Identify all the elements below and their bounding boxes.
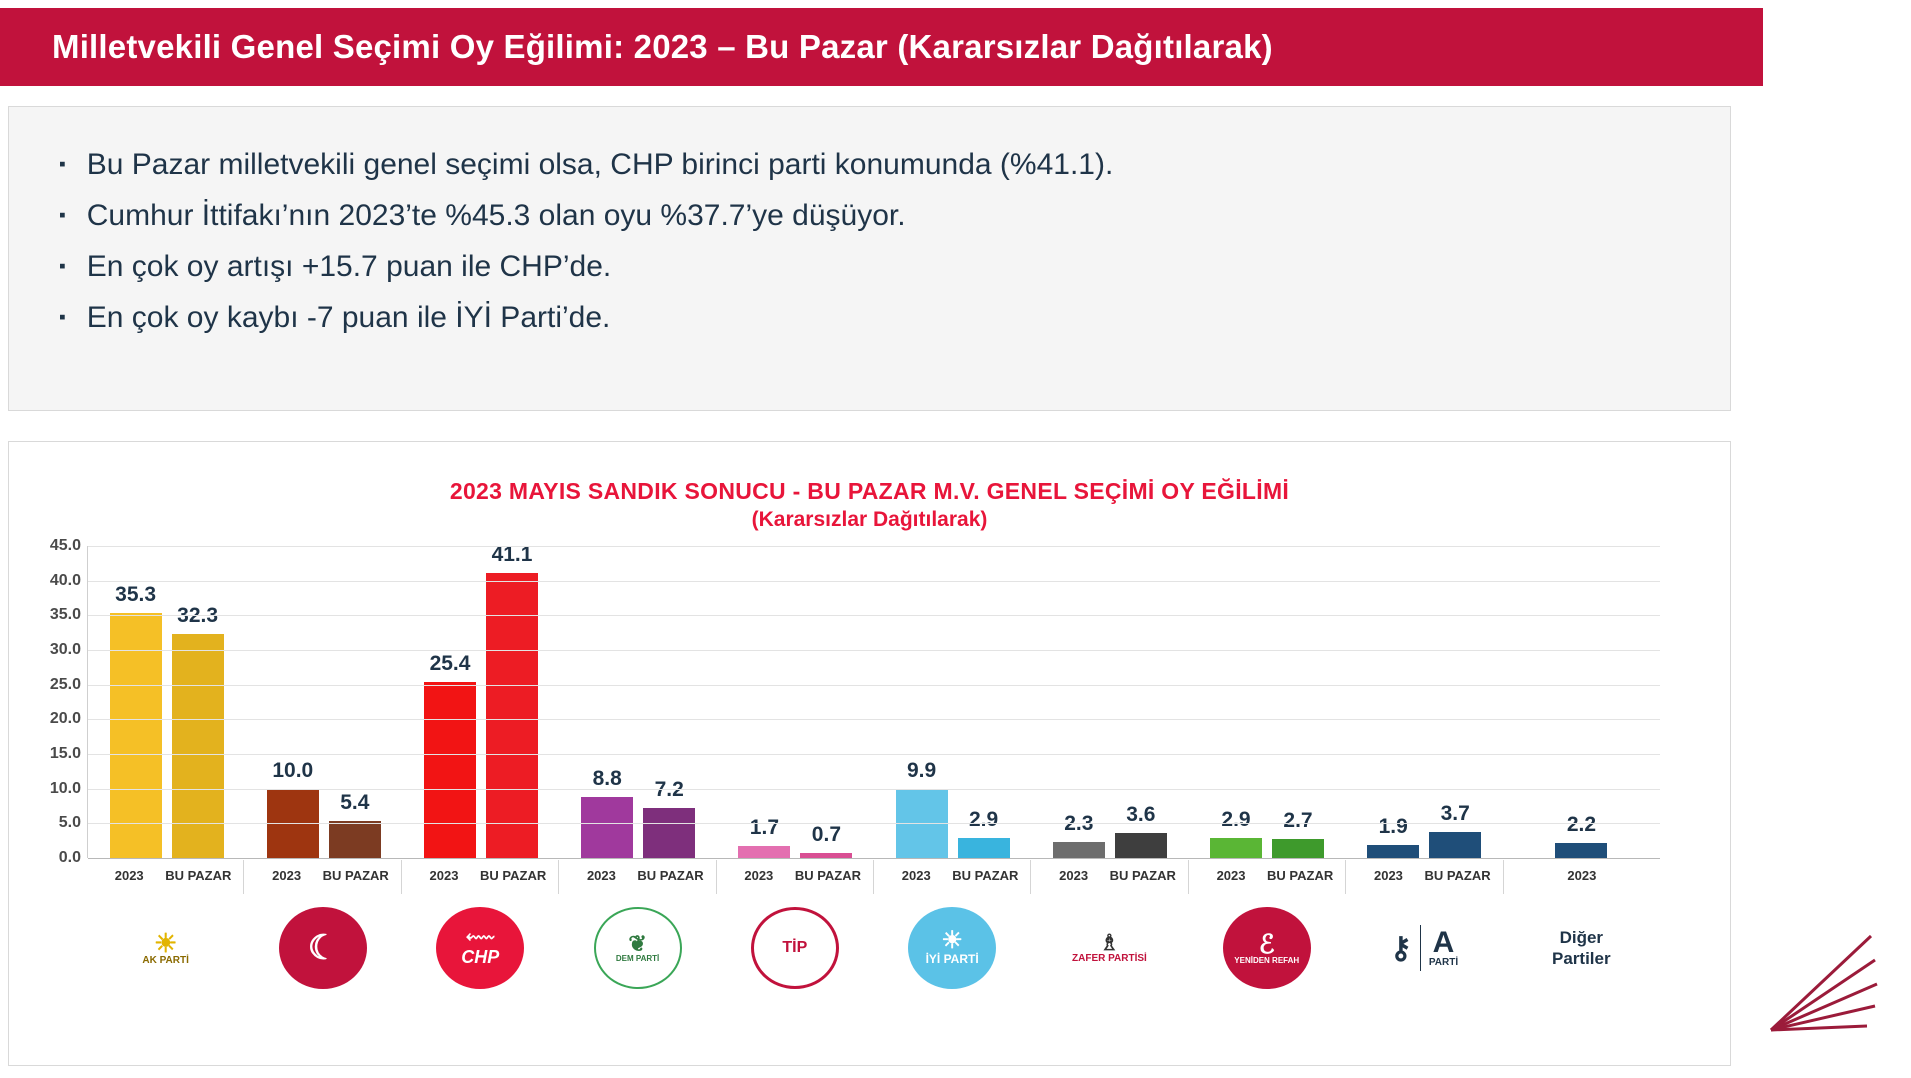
- logo-cell: [559, 898, 716, 998]
- x-axis-label: 2023: [1216, 868, 1246, 883]
- grid-line: [88, 650, 1660, 651]
- bar[interactable]: [1053, 842, 1105, 858]
- y-axis-tick: 15.0: [49, 745, 81, 762]
- x-axis-label: BU PAZAR: [794, 868, 862, 883]
- bar-value-label: 41.1: [491, 543, 533, 567]
- bar-value-label: 9.9: [907, 759, 937, 783]
- akparti-logo: ☀ AK PARTİ: [122, 907, 210, 989]
- logo-cell: [716, 898, 873, 998]
- dem-parti-logo: ❦ DEM PARTİ: [594, 907, 682, 989]
- x-axis-group: [87, 860, 244, 894]
- list-item: [49, 196, 1690, 236]
- bullet-text: En çok oy artışı +15.7 puan ile CHP’de.: [86, 250, 612, 283]
- bar-value-label: 1.7: [749, 816, 780, 840]
- page-title: Milletvekili Genel Seçimi Oy Eğilimi: 2023 – Bu Pazar (Kararsızlar Dağıtılarak): [52, 28, 1273, 65]
- x-axis-label: 2023: [1059, 868, 1089, 883]
- x-axis-label: BU PAZAR: [322, 868, 389, 883]
- grid-line: [88, 581, 1660, 582]
- x-axis-group: [244, 860, 401, 894]
- bar-value-label: 7.2: [654, 778, 684, 802]
- chart-panel: [8, 441, 1731, 1066]
- y-axis-tick: 20.0: [49, 710, 81, 728]
- summary-box: [8, 106, 1731, 411]
- x-axis-label: BU PAZAR: [1109, 868, 1176, 883]
- bar[interactable]: [1367, 845, 1419, 858]
- bar[interactable]: [1115, 833, 1167, 858]
- x-axis: [87, 860, 1660, 894]
- y-axis-tick: 25.0: [49, 675, 81, 693]
- bar-holder: [110, 546, 162, 858]
- bar-holder: [643, 546, 695, 858]
- bar-value-label: 5.4: [340, 790, 370, 814]
- y-axis-tick: 45.0: [49, 537, 81, 554]
- x-axis-label: 2023: [429, 868, 459, 883]
- bar-value-label: 35.3: [115, 583, 157, 607]
- bullet-text: En çok oy kaybı -7 puan ile İYİ Parti’de.: [86, 301, 611, 334]
- bar-value-label: 2.3: [1064, 812, 1094, 836]
- grid-line: [88, 719, 1660, 720]
- x-axis-label: 2023: [1567, 868, 1597, 883]
- logo-cell: [87, 898, 244, 998]
- bar-group-ti̇p: [717, 546, 874, 858]
- iyi-parti-logo: ☀ İYİ PARTİ: [908, 907, 996, 989]
- x-axis-group: [1031, 860, 1188, 894]
- bullet-text: Bu Pazar milletvekili genel seçimi olsa, CHP birinci parti konumunda (%41.1).: [86, 148, 1114, 181]
- bar[interactable]: [643, 808, 695, 858]
- bar-value-label: 10.0: [272, 758, 314, 782]
- x-axis-group: [1346, 860, 1503, 894]
- bullet-text: Cumhur İttifakı’nın 2023’te %45.3 olan oyu %37.7’ye düşüyor.: [86, 199, 906, 232]
- x-axis-group: [559, 860, 716, 894]
- bar-holder: [1429, 546, 1481, 858]
- bar-value-label: 32.3: [177, 604, 219, 628]
- bar-holder: [800, 546, 852, 858]
- bullet-marker-icon: ▪: [59, 154, 66, 175]
- plot-area: [9, 537, 1730, 968]
- y-axis-tick: 40.0: [49, 571, 81, 589]
- chart-title: 2023 MAYIS SANDIK SONUCU - BU PAZAR M.V. GENEL SEÇİMİ OY EĞİLİMİ: [449, 478, 1290, 504]
- bar-value-label: 3.6: [1126, 803, 1156, 827]
- x-axis-group: [1504, 860, 1660, 894]
- grid-line: [88, 546, 1660, 547]
- bar-group-a-parti̇: [1346, 546, 1503, 858]
- bar[interactable]: [738, 846, 790, 858]
- bar-group-yeni̇den-refah: [1188, 546, 1345, 858]
- bar-value-label: 2.7: [1283, 809, 1313, 833]
- x-axis-label: 2023: [114, 868, 144, 883]
- bar-value-label: 8.8: [592, 767, 622, 790]
- bar-value-label: 0.7: [811, 823, 842, 847]
- bar-holder: [581, 546, 633, 858]
- bar-holder: [172, 546, 224, 858]
- bar-value-label: 2.9: [1221, 807, 1251, 831]
- bar-group-dem-parti̇: [560, 546, 717, 858]
- x-axis-group: [1189, 860, 1346, 894]
- bar[interactable]: [1210, 838, 1262, 858]
- bar-holder: [267, 546, 319, 858]
- grid-line: [88, 789, 1660, 790]
- y-axis-tick: 0.0: [58, 849, 81, 866]
- party-logo-row: [87, 898, 1660, 998]
- x-axis-label: BU PAZAR: [952, 868, 1019, 883]
- decorative-fan-icon: [1763, 930, 1883, 1040]
- logo-cell: [402, 898, 559, 998]
- bar-holder: [1367, 546, 1419, 858]
- x-axis-label: BU PAZAR: [1424, 868, 1491, 883]
- bar-value-label: 25.4: [429, 651, 471, 675]
- grid-line: [88, 754, 1660, 755]
- chp-logo: ⬳ CHP: [436, 907, 524, 989]
- bar[interactable]: [424, 682, 476, 858]
- yeniden-refah-logo: ℰ YENİDEN REFAH: [1223, 907, 1311, 989]
- y-axis-tick: 5.0: [58, 814, 81, 832]
- bar-holder: [1272, 546, 1324, 858]
- x-axis-label: 2023: [586, 868, 616, 883]
- chart-subtitle: (Kararsızlar Dağıtılarak): [751, 508, 988, 531]
- x-axis-label: BU PAZAR: [637, 868, 704, 883]
- bullet-marker-icon: ▪: [59, 256, 66, 277]
- x-axis-label: BU PAZAR: [165, 868, 232, 883]
- bar-holder: [896, 546, 948, 858]
- bar[interactable]: [329, 821, 381, 858]
- list-item: [49, 145, 1690, 185]
- x-axis-group: [874, 860, 1031, 894]
- bar-holder: [1210, 546, 1262, 858]
- diger-partiler-label: Diğer Partiler: [1552, 928, 1611, 968]
- y-axis-tick: 30.0: [49, 641, 81, 658]
- bar[interactable]: [958, 838, 1010, 858]
- bar-holder: [738, 546, 790, 858]
- x-axis-label: 2023: [901, 868, 931, 883]
- bar[interactable]: [1555, 843, 1607, 858]
- bar-group-i̇yi̇-parti̇: [874, 546, 1031, 858]
- logo-cell: [244, 898, 401, 998]
- bar[interactable]: [172, 634, 224, 858]
- tip-logo: TİP: [751, 907, 839, 989]
- logo-cell: [1031, 898, 1188, 998]
- bar-holder: [958, 546, 1010, 858]
- x-axis-group: [402, 860, 559, 894]
- logo-cell: [1345, 898, 1502, 998]
- a-parti-logo: ⚷ A PARTİ: [1380, 907, 1468, 989]
- bar-holder: [424, 546, 476, 858]
- grid-line: [88, 685, 1660, 686]
- bullet-marker-icon: ▪: [59, 307, 66, 328]
- x-axis-label: 2023: [272, 868, 302, 883]
- x-axis-label: 2023: [1373, 868, 1403, 883]
- bar-holder: [329, 546, 381, 858]
- x-axis-label: BU PAZAR: [1267, 868, 1334, 883]
- y-axis-tick: 35.0: [49, 606, 81, 624]
- grid-line: [88, 858, 1660, 859]
- bar-group-ak-parti̇: [88, 546, 245, 858]
- x-axis-label: 2023: [744, 868, 774, 883]
- grid-line: [88, 615, 1660, 616]
- bar-value-label: 1.9: [1378, 814, 1408, 838]
- bar-holder: [1053, 546, 1105, 858]
- mhp-logo: ☾: [279, 907, 367, 989]
- x-axis-group: [717, 860, 874, 894]
- bar-group-zafer-parti̇si̇: [1031, 546, 1188, 858]
- bar-group-chp: [402, 543, 559, 858]
- zafer-partisi-logo: ♗ ZAFER PARTİSİ: [1065, 907, 1153, 989]
- bar-group-mhp: [245, 546, 402, 858]
- logo-cell: [1188, 898, 1345, 998]
- bar-group-diğer-partiler: [1503, 546, 1660, 858]
- logo-cell: [1503, 898, 1660, 998]
- bar-value-label: 2.2: [1566, 812, 1597, 836]
- y-axis: [23, 537, 81, 866]
- bar-holder: [1115, 546, 1167, 858]
- bar-value-label: 3.7: [1440, 802, 1470, 826]
- bar-holder: [486, 543, 538, 858]
- bullet-marker-icon: ▪: [59, 205, 66, 226]
- bar-value-label: 2.9: [969, 807, 999, 831]
- bar[interactable]: [1429, 832, 1481, 858]
- bar[interactable]: [1272, 839, 1324, 858]
- grid-line: [88, 823, 1660, 824]
- y-axis-tick: 10.0: [49, 779, 81, 797]
- slide-title-bar: [0, 8, 1763, 86]
- bar[interactable]: [581, 797, 633, 858]
- list-item: [49, 247, 1690, 287]
- logo-cell: [873, 898, 1030, 998]
- x-axis-label: BU PAZAR: [480, 868, 547, 883]
- bars-container: [88, 543, 1660, 858]
- list-item: [49, 298, 1690, 338]
- grid: [87, 543, 1660, 858]
- bar-holder: [1555, 546, 1607, 858]
